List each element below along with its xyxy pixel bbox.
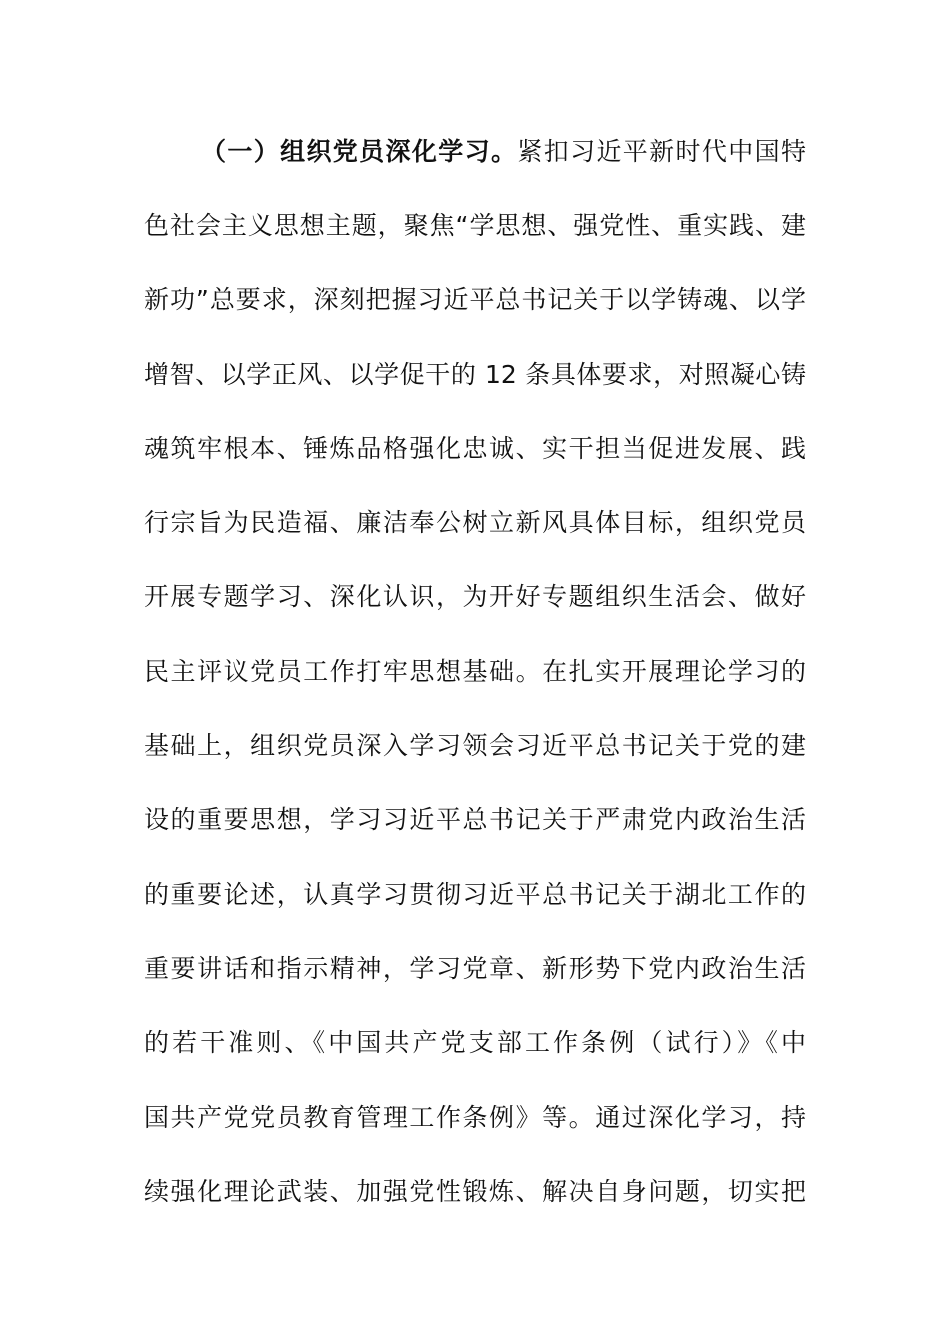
paragraph-line-7: 开展专题学习、深化认识，为开好专题组织生活会、做好: [144, 582, 806, 611]
paragraph-line-1: [201, 132, 806, 172]
paragraph-line-13: 的若干准则、《中国共产党支部工作条例（试行）》《中: [144, 1028, 806, 1057]
paragraph-line-8: 民主评议党员工作打牢思想基础。在扎实开展理论学习的: [144, 657, 806, 686]
paragraph-line-2: 色社会主义思想主题，聚焦“学思想、强党性、重实践、建: [144, 211, 806, 240]
paragraph-line-11: 的重要论述，认真学习贯彻习近平总书记关于湖北工作的: [144, 880, 806, 909]
paragraph-line-6: 行宗旨为民造福、廉洁奉公树立新风具体目标，组织党员: [144, 508, 806, 537]
section-heading: （一）组织党员深化学习。: [201, 137, 518, 166]
paragraph-line-9: 基础上，组织党员深入学习领会习近平总书记关于党的建: [144, 731, 806, 760]
paragraph-line-12: 重要讲话和指示精神，学习党章、新形势下党内政治生活: [144, 954, 806, 983]
paragraph-line-10: 设的重要思想，学习习近平总书记关于严肃党内政治生活: [144, 805, 806, 834]
paragraph-line-5: 魂筑牢根本、锤炼品格强化忠诚、实干担当促进发展、践: [144, 434, 806, 463]
paragraph-line-4: 增智、以学正风、以学促干的 12 条具体要求，对照凝心铸: [144, 360, 806, 389]
paragraph-line-3: 新功”总要求，深刻把握习近平总书记关于以学铸魂、以学: [144, 285, 806, 314]
paragraph-line-1-text: 紧扣习近平新时代中国特: [517, 137, 806, 166]
paragraph-line-15: 续强化理论武装、加强党性锻炼、解决自身问题，切实把: [144, 1177, 806, 1206]
paragraph-line-14: 国共产党党员教育管理工作条例》等。通过深化学习，持: [144, 1103, 806, 1132]
